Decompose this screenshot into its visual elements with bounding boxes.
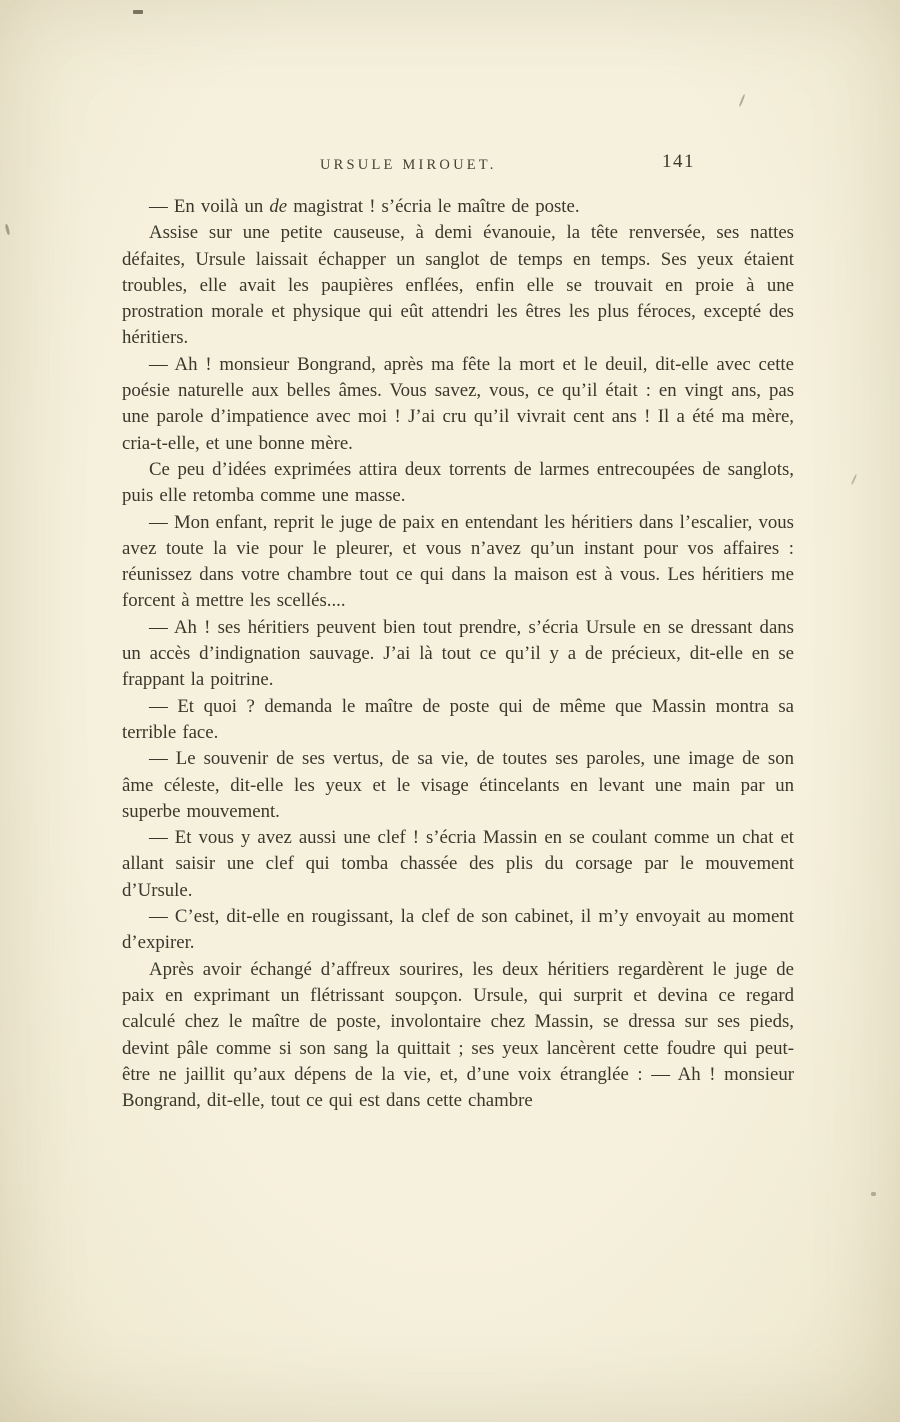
paragraph-9: — Et vous y avez aussi une clef ! s’écria Massin en se coulant comme un chat et allant saisir une clef qui tomba chassée des plis du corsage par le mouvement d’Ursule. (122, 827, 794, 901)
text-block (122, 150, 794, 1114)
paragraph-7: — Et quoi ? demanda le maître de poste qui de même que Massin montra sa terrible face. (122, 695, 794, 743)
paragraph-2: Assise sur une petite causeuse, à demi évanouie, la tête renversée, ses nattes défaites, Ursule laissait échapper un sanglot de temps en temps. Ses yeux étaient troubles, elle avait les paupières enflées, enfin elle se trouvait en proie à une prostration morale et physique qui eût attendri les êtres les plus féroces, excepté des héritiers. (122, 222, 794, 349)
paragraph-10: — C’est, dit-elle en rougissant, la clef de son cabinet, il m’y envoyait au moment d’expirer. (122, 906, 794, 954)
paragraph-8: — Le souvenir de ses vertus, de sa vie, de toutes ses paroles, une image de son âme céleste, dit-elle les yeux et le visage étincelants en levant une main par un superbe mouvement. (122, 748, 794, 822)
paragraph-3: — Ah ! monsieur Bongrand, après ma fête la mort et le deuil, dit-elle avec cette poésie naturelle aux belles âmes. Vous savez, vous, ce qu’il était : en vingt ans, pas une parole d’impatience avec moi ! J’ai cru qu’il vivrait cent ans ! Il a été ma mère, cria-t-elle, et une bonne mère. (122, 353, 794, 454)
paragraph-1-post: magistrat ! s’écria le maître de poste. (287, 196, 580, 217)
scan-artifact (5, 224, 11, 235)
paragraph-5: — Mon enfant, reprit le juge de paix en entendant les héritiers dans l’escalier, vous avez toute la vie pour le pleurer, et vous n’avez qu’un instant pour vos affaires : réunissez dans votre chambre tout ce qui dans la maison est à vous. Les héritiers me forcent à mettre les scellés.... (122, 511, 794, 612)
scan-artifact (851, 474, 857, 485)
paragraph-4: Ce peu d’idées exprimées attira deux torrents de larmes entrecoupées de sanglots, puis elle retomba comme une masse. (122, 458, 794, 507)
paragraph-1-italic-word: de (269, 196, 288, 217)
paragraph-1-pre: — En voilà un (149, 196, 270, 217)
scan-artifact (739, 94, 746, 107)
page-body (122, 194, 794, 1114)
paragraph-6: — Ah ! ses héritiers peuvent bien tout prendre, s’écria Ursule en se dressant dans un accès d’indignation sauvage. J’ai là tout ce qu’il y a de précieux, dit-elle en se frappant la poitrine. (122, 616, 794, 691)
paragraph-11: Après avoir échangé d’affreux sourires, les deux héritiers regardèrent le juge de paix en exprimant un flétrissant soupçon. Ursule, qui surprit et devina ce regard calculé chez le maître de poste, involontaire chez Massin, se dressa sur ses pieds, devint pâle comme si son sang la quittait ; ses yeux lancèrent cette foudre qui peut-être ne jaillit qu’aux dépens de la vie, et, d’une voix étranglée : — Ah ! monsieur Bongrand, dit-elle, tout ce qui est dans cette chambre (122, 958, 794, 1112)
running-title: URSULE MIROUET. (320, 157, 497, 173)
page-number: 141 (662, 151, 695, 172)
page-header (122, 150, 794, 194)
scan-artifact (133, 10, 143, 14)
paragraph-1 (122, 194, 794, 220)
scan-artifact (871, 1192, 876, 1196)
